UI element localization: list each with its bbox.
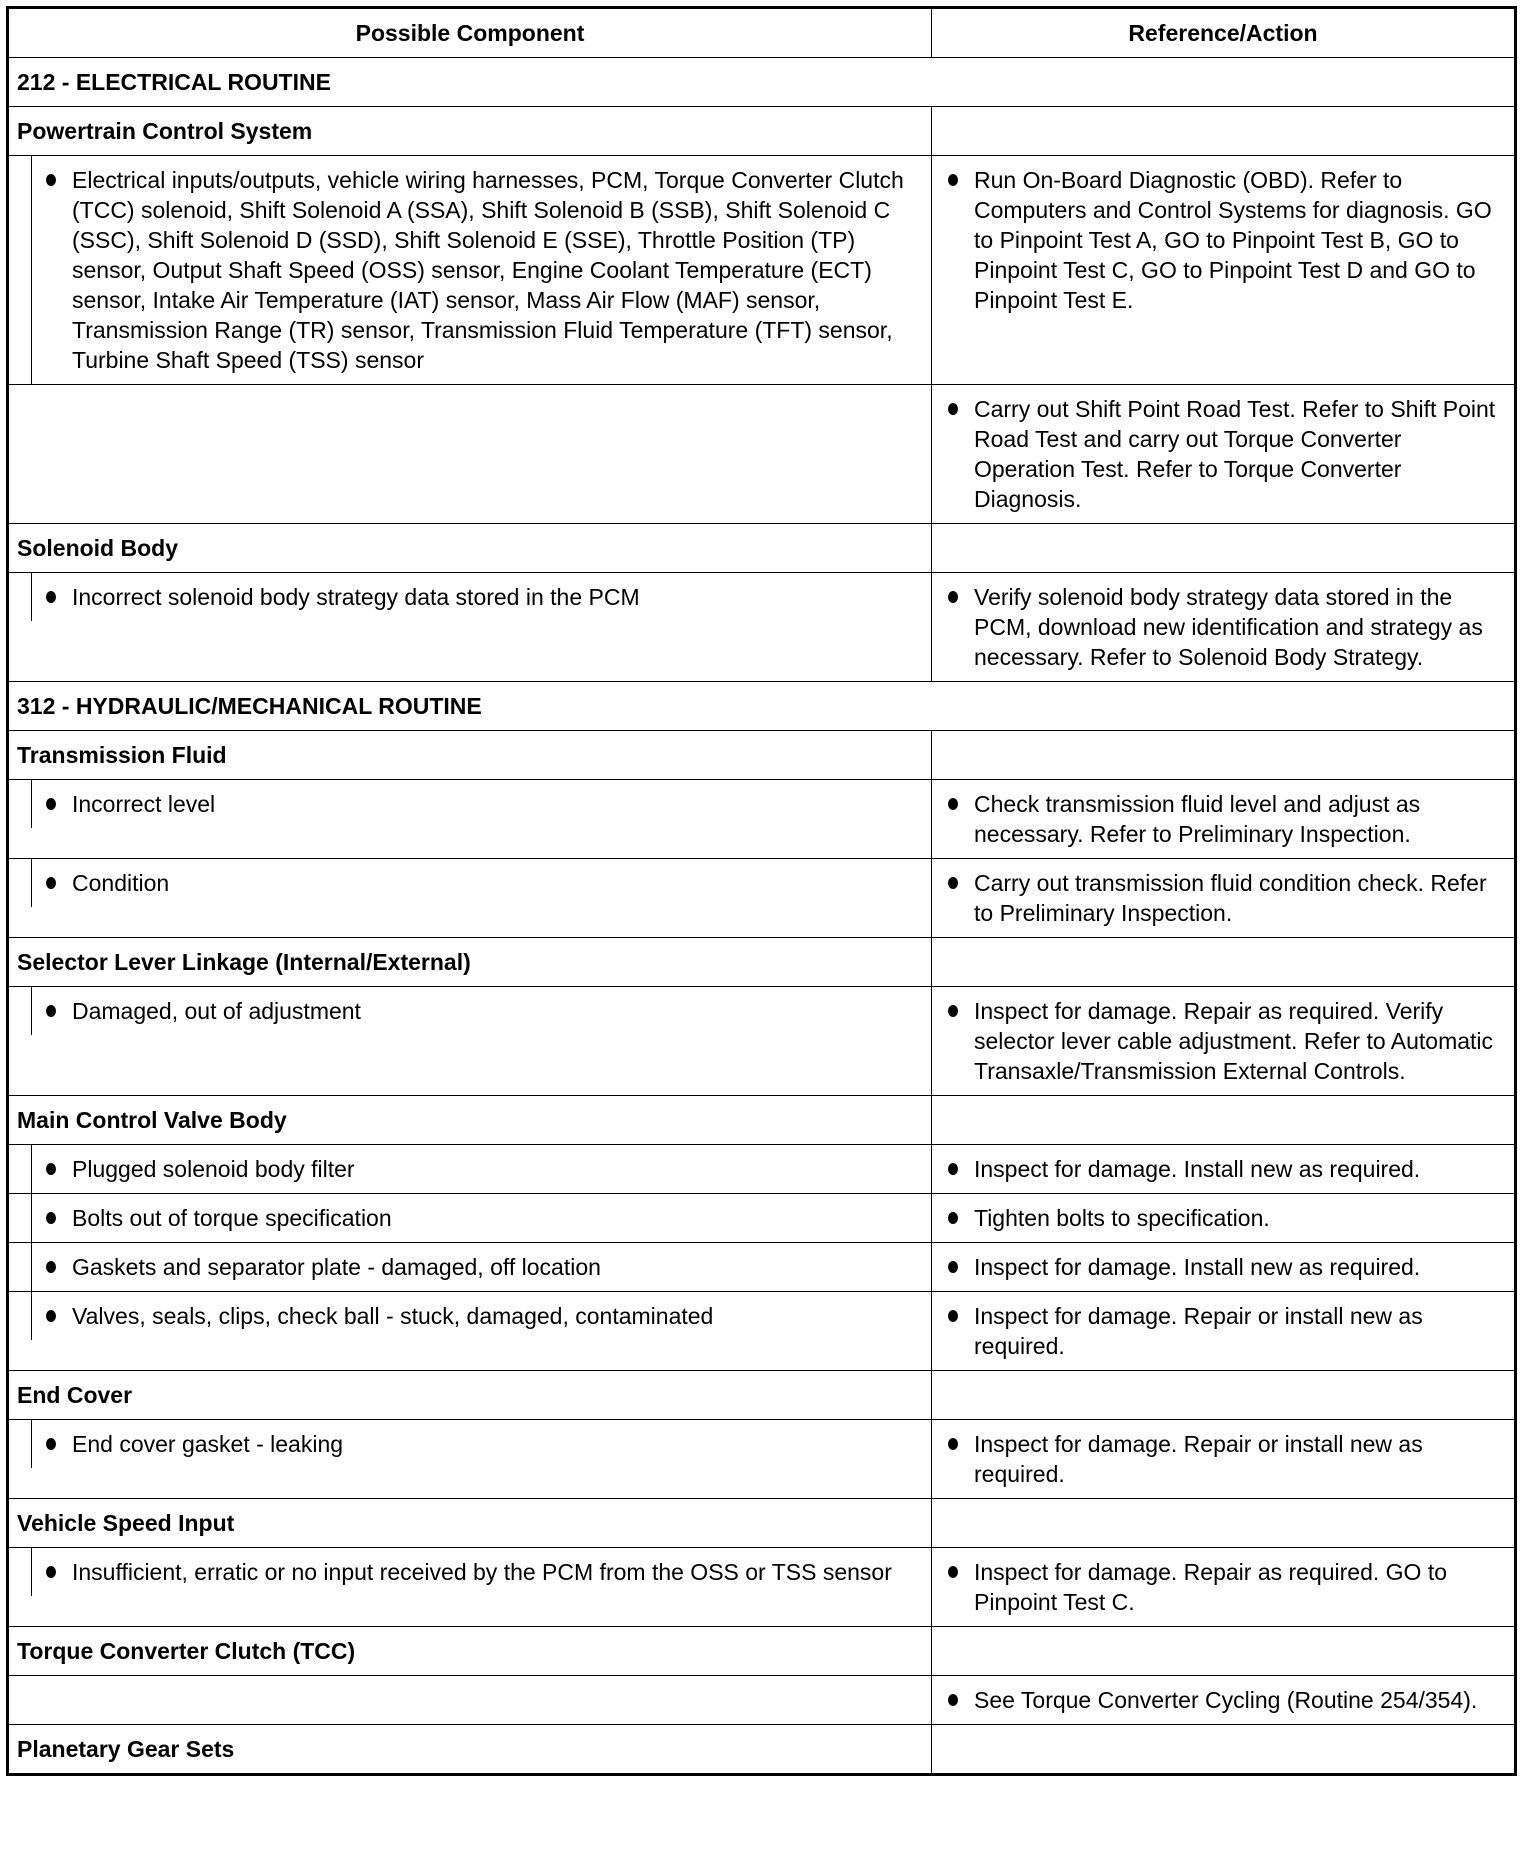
indent-divider [9,987,32,1035]
action-text: Tighten bolts to specification. [974,1205,1270,1231]
action-text: Inspect for damage. Repair or install new as required. [974,1303,1423,1359]
action-text: Inspect for damage. Install new as required. [974,1156,1421,1182]
bullet-icon [948,1163,958,1175]
component-cell [8,1243,932,1292]
component-bullet-item [32,1292,931,1340]
group-row [8,1499,1516,1548]
component-text: Damaged, out of adjustment [72,998,361,1024]
bullet-icon [46,798,56,810]
item-row [8,385,1516,524]
component-text: Plugged solenoid body filter [72,1156,355,1182]
component-bullet-item [32,156,931,384]
action-cell [932,1194,1516,1243]
indent-divider [9,573,32,621]
component-group-heading: Vehicle Speed Input [8,1499,932,1548]
component-bullet-item [32,573,931,621]
bullet-icon [46,1438,56,1450]
empty-action-cell [932,1096,1516,1145]
group-row [8,731,1516,780]
bullet-icon [948,403,958,415]
bullet-icon [46,1310,56,1322]
component-cell [8,385,932,524]
group-row [8,1627,1516,1676]
component-text: End cover gasket - leaking [72,1431,344,1457]
bullet-icon [948,1438,958,1450]
section-heading: 312 - HYDRAULIC/MECHANICAL ROUTINE [8,682,1516,731]
component-cell [8,987,932,1096]
empty-action-cell [932,1627,1516,1676]
action-bullet-item [932,987,1514,1095]
indent-divider [9,1194,32,1242]
action-text: Carry out transmission fluid condition check. Refer to Preliminary Inspection. [974,870,1487,926]
indent-divider [9,1145,32,1193]
item-row [8,573,1516,682]
action-text: Inspect for damage. Repair as required. GO to Pinpoint Test C. [974,1559,1448,1615]
group-row [8,1371,1516,1420]
component-cell [8,1420,932,1499]
component-cell [8,1548,932,1627]
item-row [8,1548,1516,1627]
empty-action-cell [932,1725,1516,1775]
action-text: See Torque Converter Cycling (Routine 254/354). [974,1687,1478,1713]
empty-action-cell [932,1371,1516,1420]
bullet-icon [46,1261,56,1273]
bullet-icon [948,1212,958,1224]
header-possible-component: Possible Component [8,8,932,58]
bullet-icon [948,798,958,810]
action-cell [932,1676,1516,1725]
component-cell [8,1145,932,1194]
indent-divider [9,1243,32,1291]
bullet-icon [948,1261,958,1273]
action-bullet-item [932,1194,1514,1242]
bullet-icon [948,1310,958,1322]
component-bullet-item [32,1145,931,1193]
bullet-icon [948,174,958,186]
bullet-icon [46,1566,56,1578]
bullet-icon [46,1212,56,1224]
bullet-icon [948,1694,958,1706]
action-cell [932,1292,1516,1371]
component-group-heading: End Cover [8,1371,932,1420]
bullet-icon [948,877,958,889]
action-cell [932,1420,1516,1499]
action-bullet-item [932,1420,1514,1498]
item-row [8,1292,1516,1371]
action-text: Inspect for damage. Install new as required. [974,1254,1421,1280]
component-bullet-item [32,1243,931,1291]
group-row [8,524,1516,573]
action-bullet-item [932,385,1514,523]
component-group-heading: Solenoid Body [8,524,932,573]
section-row [8,682,1516,731]
action-bullet-item [932,780,1514,858]
component-group-heading: Transmission Fluid [8,731,932,780]
action-bullet-item [932,573,1514,681]
empty-action-cell [932,938,1516,987]
empty-action-cell [932,524,1516,573]
header-row [8,8,1516,58]
item-row [8,1194,1516,1243]
section-heading: 212 - ELECTRICAL ROUTINE [8,58,1516,107]
action-bullet-item [932,1676,1514,1724]
action-text: Carry out Shift Point Road Test. Refer to Shift Point Road Test and carry out Torque Converter Operation Test. Refer to Torque Converter Diagnosis. [974,396,1496,512]
component-group-heading: Main Control Valve Body [8,1096,932,1145]
action-cell [932,1548,1516,1627]
component-cell [8,573,932,682]
component-text: Incorrect solenoid body strategy data stored in the PCM [72,584,640,610]
bullet-icon [46,174,56,186]
indent-divider [9,1420,32,1468]
action-text: Run On-Board Diagnostic (OBD). Refer to Computers and Control Systems for diagnosis. GO to Pinpoint Test A, GO to Pinpoint Test B, GO to Pinpoint Test C, GO to Pinpoint Test D and GO to Pinpoint Test E. [974,167,1492,313]
action-bullet-item [932,1145,1514,1193]
bullet-icon [46,1163,56,1175]
item-row [8,987,1516,1096]
bullet-icon [948,1005,958,1017]
empty-action-cell [932,1499,1516,1548]
indent-divider [9,859,32,907]
section-row [8,58,1516,107]
group-row [8,107,1516,156]
component-text: Incorrect level [72,791,216,817]
component-text: Condition [72,870,170,896]
group-row [8,938,1516,987]
item-row [8,1676,1516,1725]
action-bullet-item [932,859,1514,937]
item-row [8,1243,1516,1292]
component-bullet-item [32,1194,931,1242]
bullet-icon [948,591,958,603]
component-cell [8,1292,932,1371]
bullet-icon [46,1005,56,1017]
component-text: Valves, seals, clips, check ball - stuck, damaged, contaminated [72,1303,714,1329]
action-bullet-item [932,156,1514,324]
indent-divider [9,156,32,384]
component-cell [8,1194,932,1243]
action-cell [932,385,1516,524]
component-cell [8,859,932,938]
action-cell [932,780,1516,859]
item-row [8,1420,1516,1499]
action-text: Verify solenoid body strategy data stored in the PCM, download new identification and strategy as necessary. Refer to Solenoid Body Strategy. [974,584,1483,670]
empty-action-cell [932,731,1516,780]
bullet-icon [46,877,56,889]
component-cell [8,1676,932,1725]
component-bullet-item [32,987,931,1035]
group-row [8,1725,1516,1775]
component-text: Electrical inputs/outputs, vehicle wiring harnesses, PCM, Torque Converter Clutch (TCC) solenoid, Shift Solenoid A (SSA), Shift Solenoid B (SSB), Shift Solenoid C (SSC), Shift Solenoid D (SSD), Shift Solenoid E (SSE), Throttle Position (TP) sensor, Output Shaft Speed (OSS) sensor, Engine Coolant Temperature (ECT) sensor, Intake Air Temperature (IAT) sensor, Mass Air Flow (MAF) sensor, Transmission Range (TR) sensor, Transmission Fluid Temperature (TFT) sensor, Turbine Shaft Speed (TSS) sensor [72,167,904,373]
action-cell [932,859,1516,938]
component-group-heading: Powertrain Control System [8,107,932,156]
component-text: Bolts out of torque specification [72,1205,392,1231]
action-cell [932,1145,1516,1194]
action-cell [932,156,1516,385]
indent-divider [9,1548,32,1596]
action-cell [932,1243,1516,1292]
header-reference-action: Reference/Action [932,8,1516,58]
component-bullet-item [32,859,931,907]
component-group-heading: Selector Lever Linkage (Internal/External) [8,938,932,987]
empty-action-cell [932,107,1516,156]
item-row [8,780,1516,859]
item-row [8,1145,1516,1194]
component-bullet-item [32,780,931,828]
item-row [8,859,1516,938]
indent-divider [9,1292,32,1340]
action-text: Inspect for damage. Repair as required. Verify selector lever cable adjustment. Refer to Automatic Transaxle/Transmission External Controls. [974,998,1494,1084]
action-cell [932,573,1516,682]
action-bullet-item [932,1548,1514,1626]
component-text: Gaskets and separator plate - damaged, off location [72,1254,601,1280]
bullet-icon [46,591,56,603]
component-cell [8,780,932,859]
diagnosis-table [6,6,1517,1776]
item-row [8,156,1516,385]
group-row [8,1096,1516,1145]
bullet-icon [948,1566,958,1578]
action-bullet-item [932,1292,1514,1370]
component-group-heading: Planetary Gear Sets [8,1725,932,1775]
component-text: Insufficient, erratic or no input received by the PCM from the OSS or TSS sensor [72,1559,892,1585]
indent-divider [9,780,32,828]
component-bullet-item [32,1420,931,1468]
action-text: Inspect for damage. Repair or install new as required. [974,1431,1423,1487]
action-cell [932,987,1516,1096]
action-text: Check transmission fluid level and adjust as necessary. Refer to Preliminary Inspection. [974,791,1421,847]
component-group-heading: Torque Converter Clutch (TCC) [8,1627,932,1676]
action-bullet-item [932,1243,1514,1291]
component-bullet-item [32,1548,931,1596]
component-cell [8,156,932,385]
